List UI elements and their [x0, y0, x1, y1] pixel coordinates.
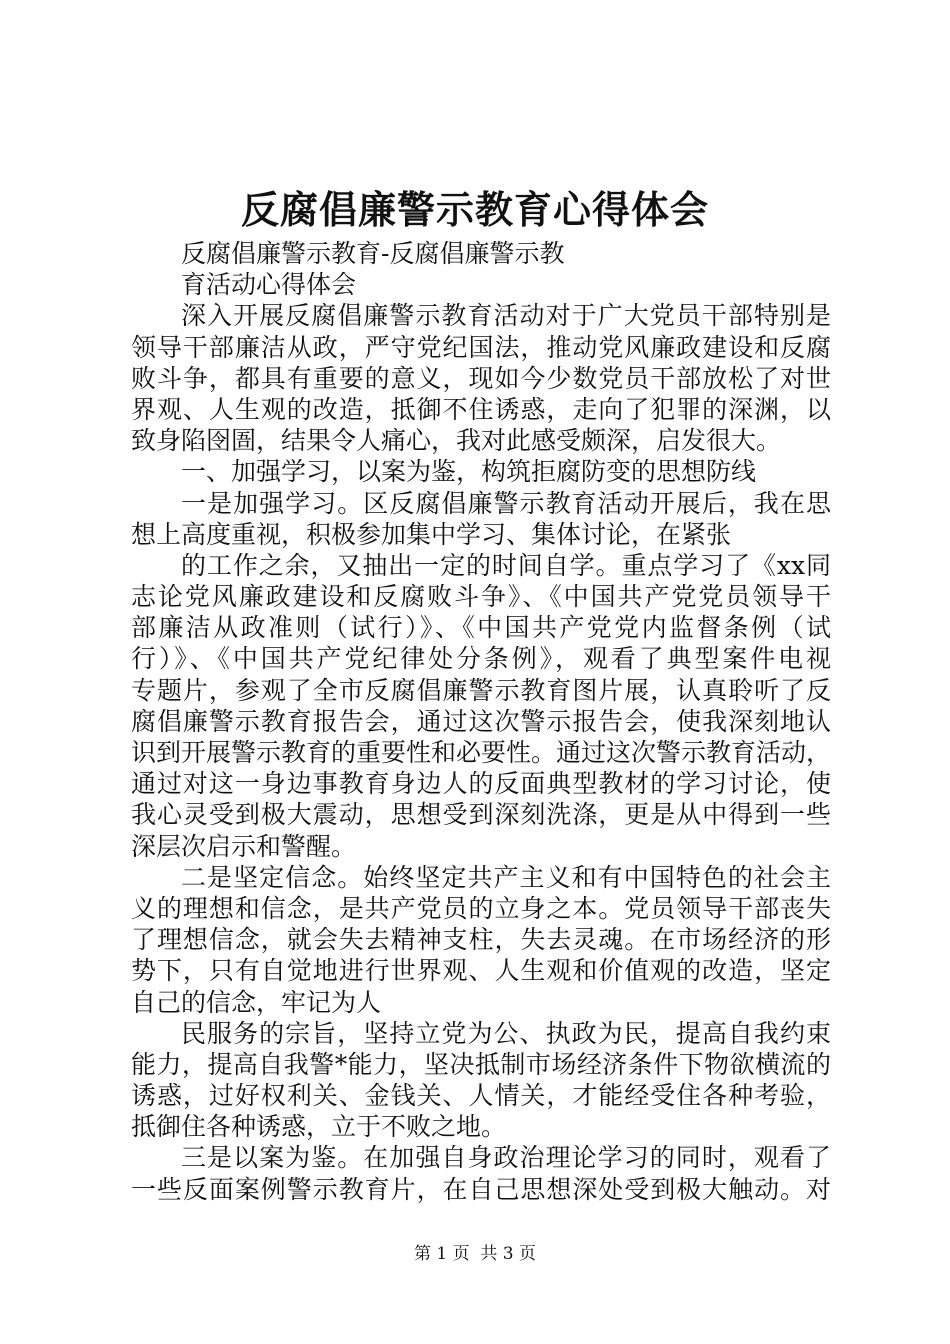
body-line: 了理想信念，就会失去精神支柱，失去灵魂。在市场经济的形 — [131, 925, 831, 955]
body-line: 自己的信念，牢记为人 — [131, 987, 382, 1017]
body-line: 败斗争，都具有重要的意义，现如今少数党员干部放松了对世 — [131, 363, 831, 393]
body-line: 一些反面案例警示教育片，在自己思想深处受到极大触动。对 — [131, 1174, 831, 1204]
body-line: 界观、人生观的改造，抵御不住诱惑，走向了犯罪的深渊，以 — [131, 394, 831, 424]
body-line: 深入开展反腐倡廉警示教育活动对于广大党员干部特别是 — [181, 301, 831, 331]
body-line: 行）》、《中国共产党纪律处分条例》，观看了典型案件电视 — [131, 644, 831, 674]
body-line: 我心灵受到极大震动，思想受到深刻洗涤，更是从中得到一些 — [131, 800, 831, 830]
body-line: 专题片，参观了全市反腐倡廉警示教育图片展，认真聆听了反 — [131, 675, 831, 705]
body-line: 三是以案为鉴。在加强自身政治理论学习的同时，观看了 — [181, 1143, 831, 1173]
body-line: 民服务的宗旨，坚持立党为公、执政为民，提高自我约束 — [181, 1018, 831, 1048]
body-line: 领导干部廉洁从政，严守党纪国法，推动党风廉政建设和反腐 — [131, 332, 831, 362]
body-line: 想上高度重视，积极参加集中学习、集体讨论，在紧张 — [131, 519, 732, 549]
body-line: 一、加强学习，以案为鉴，构筑拒腐防变的思想防线 — [181, 457, 757, 487]
body-line: 义的理想和信念，是共产党员的立身之本。党员领导干部丧失 — [131, 893, 831, 923]
body-line: 一是加强学习。区反腐倡廉警示教育活动开展后，我在思 — [181, 488, 831, 518]
body-line: 诱惑，过好权利关、金钱关、人情关，才能经受住各种考验， — [131, 1081, 831, 1111]
document-body — [131, 238, 831, 1205]
page-number-label: 第 1 页 共 3 页 — [413, 1244, 537, 1264]
document-title: 反腐倡廉警示教育心得体会 — [240, 187, 709, 232]
body-line: 致身陷囹圄，结果令人痛心，我对此感受颇深，启发很大。 — [131, 426, 782, 456]
body-line: 抵御住各种诱惑，立于不败之地。 — [131, 1112, 507, 1142]
body-line: 的工作之余，又抽出一定的时间自学。重点学习了《xx同 — [181, 550, 831, 580]
body-line: 识到开展警示教育的重要性和必要性。通过这次警示教育活动， — [131, 738, 832, 767]
body-line: 腐倡廉警示教育报告会，通过这次警示报告会，使我深刻地认 — [131, 706, 831, 736]
body-line: 二是坚定信念。始终坚定共产主义和有中国特色的社会主 — [181, 862, 831, 892]
body-line: 通过对这一身边事教育身边人的反面典型教材的学习讨论，使 — [131, 769, 831, 799]
body-line: 志论党风廉政建设和反腐败斗争》、《中国共产党党员领导干 — [131, 582, 831, 612]
body-line: 势下，只有自觉地进行世界观、人生观和价值观的改造，坚定 — [131, 956, 831, 986]
body-line: 深层次启示和警醒。 — [131, 831, 357, 861]
body-line: 反腐倡廉警示教育-反腐倡廉警示教 — [181, 239, 565, 268]
page-footer — [0, 1243, 950, 1265]
body-line: 育活动心得体会 — [181, 270, 357, 300]
body-line: 能力，提高自我警*能力，坚决抵制市场经济条件下物欲横流的 — [131, 1049, 831, 1079]
body-line: 部廉洁从政准则（试行）》、《中国共产党党内监督条例（试 — [131, 613, 831, 643]
